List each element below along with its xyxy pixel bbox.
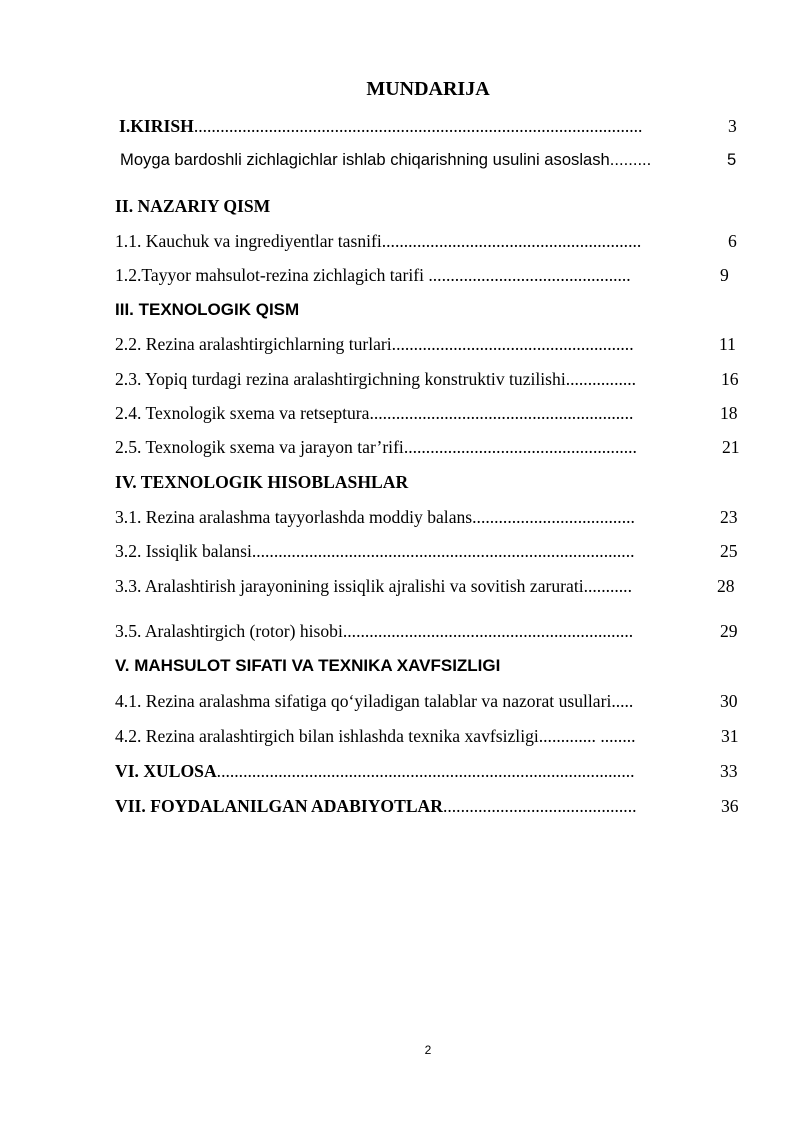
page-title: MUNDARIJA: [366, 78, 490, 100]
toc-entry-1-1[interactable]: 1.1. Kauchuk va ingrediyentlar tasnifi...........................................................: [115, 231, 642, 251]
toc-entry-title: VI. XULOSA: [115, 761, 217, 781]
toc-entry-adabiyotlar[interactable]: [115, 796, 637, 816]
toc-entry-2-2[interactable]: 2.2. Rezina aralashtirgichlarning turlari.......................................................: [115, 334, 634, 354]
toc-entry-3-3[interactable]: 3.3. Aralashtirish jarayonining issiqlik ajralishi va sovitish zarurati...........: [115, 576, 632, 596]
toc-entry-3-2[interactable]: 3.2. Issiqlik balansi.......................................................................................: [115, 541, 635, 561]
toc-entry-xulosa[interactable]: [115, 761, 635, 781]
toc-entry-title: I.KIRISH: [119, 116, 194, 136]
toc-page-number: 33: [720, 761, 738, 781]
toc-page-number: 21: [722, 437, 740, 457]
page-number: 2: [424, 1043, 432, 1057]
toc-leader: ............................................: [442, 796, 637, 816]
toc-page-number: 28: [717, 576, 735, 596]
section-heading-nazariy: II. NAZARIY QISM: [115, 196, 271, 216]
section-heading-sifat: V. MAHSULOT SIFATI VA TEXNIKA XAVFSIZLIGI: [115, 656, 501, 675]
toc-page-number: 16: [721, 369, 739, 389]
toc-page-number: 6: [728, 231, 737, 251]
section-heading-hisoblashlar: IV. TEXNOLOGIK HISOBLASHLAR: [115, 472, 409, 492]
toc-entry-3-1[interactable]: 3.1. Rezina aralashma tayyorlashda moddiy balans.....................................: [115, 507, 635, 527]
toc-page-number: 30: [720, 691, 738, 711]
toc-entry-4-1[interactable]: 4.1. Rezina aralashma sifatiga qo‘yiladigan talablar va nazorat usullari.....: [115, 691, 634, 711]
toc-entry-3-5[interactable]: 3.5. Aralashtirgich (rotor) hisobi..................................................................: [115, 621, 634, 641]
toc-page-number: 31: [721, 726, 739, 746]
toc-entry-4-2[interactable]: 4.2. Rezina aralashtirgich bilan ishlashda texnika xavfsizligi............. ........: [115, 726, 636, 746]
toc-page-number: 23: [720, 507, 738, 527]
toc-entry-title: VII. FOYDALANILGAN ADABIYOTLAR: [115, 796, 443, 816]
toc-page-number: 3: [728, 116, 737, 136]
toc-page-number: 5: [727, 150, 737, 169]
toc-entry-2-5[interactable]: 2.5. Texnologik sxema va jarayon tar’rifi.....................................................: [115, 437, 637, 457]
toc-leader: ......................................................................................................: [193, 116, 643, 136]
toc-entry-1-2[interactable]: 1.2.Tayyor mahsulot-rezina zichlagich tarifi ..............................................: [115, 265, 631, 285]
toc-page-number: 9: [720, 265, 729, 285]
toc-entry-2-4[interactable]: 2.4. Texnologik sxema va retseptura............................................................: [115, 403, 634, 423]
toc-page-number: 29: [720, 621, 738, 641]
toc-page-number: 11: [719, 334, 736, 354]
toc-page-number: 25: [720, 541, 738, 561]
section-heading-texnologik: III. TEXNOLOGIK QISM: [115, 300, 300, 319]
toc-entry-asoslash[interactable]: Moyga bardoshli zichlagichlar ishlab chiqarishning usulini asoslash.........: [120, 150, 652, 169]
toc-entry-kirish[interactable]: [119, 116, 642, 136]
toc-page-number: 36: [721, 796, 739, 816]
toc-page-number: 18: [720, 403, 738, 423]
toc-entry-2-3[interactable]: 2.3. Yopiq turdagi rezina aralashtirgichning konstruktiv tuzilishi................: [115, 369, 637, 389]
toc-leader: ...............................................................................................: [216, 761, 635, 781]
